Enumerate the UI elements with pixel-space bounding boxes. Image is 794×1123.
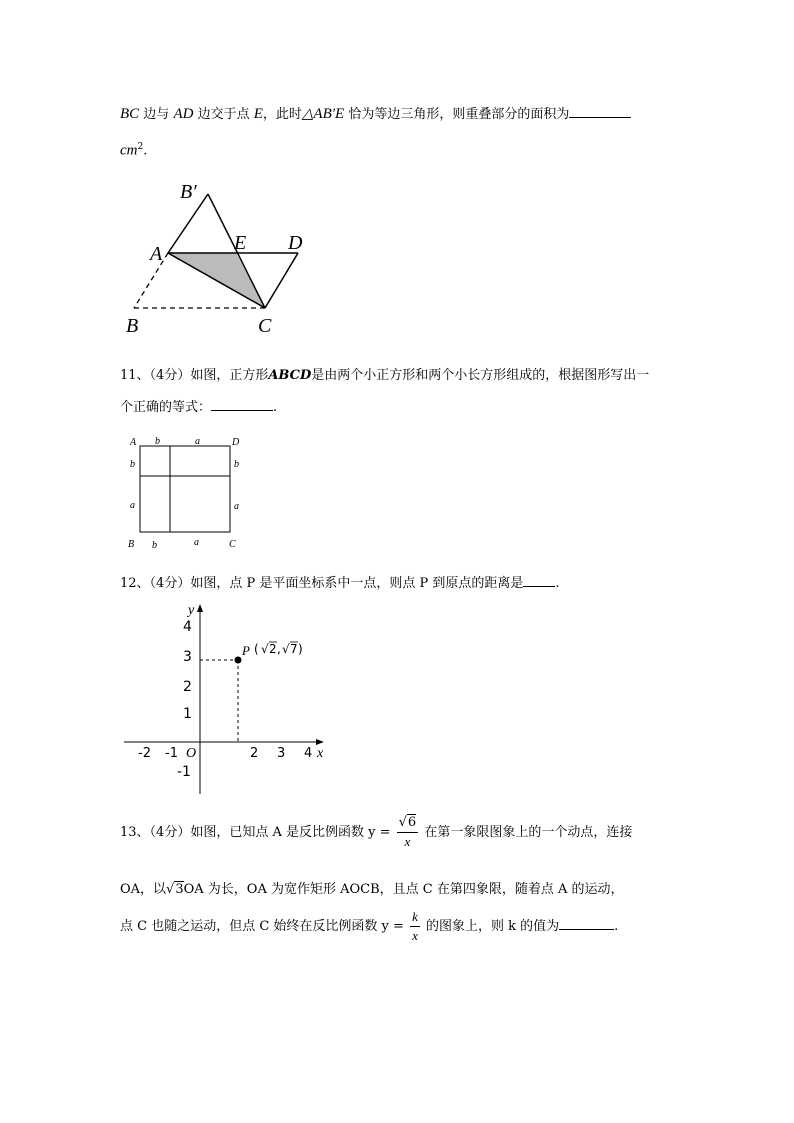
q12-answer-blank[interactable] — [523, 586, 555, 587]
q13-text-line1 — [120, 814, 632, 851]
q11-right-b: b — [234, 459, 239, 470]
q10-label-b: B — [126, 315, 139, 337]
q10-triangle: △AB′E — [301, 106, 345, 122]
q10-label-d: D — [288, 232, 303, 254]
q11-prefix: 11、（4分）如图，正方形 — [120, 368, 269, 383]
q10-label-c: C — [258, 315, 272, 337]
q13-line2-b: OA 为长，OA 为宽作矩形 AOCB，且点 C 在第四象限，随着点 A 的运动， — [183, 882, 624, 897]
q11-right-a: a — [234, 501, 239, 512]
q13-frac1-num: 6 — [407, 815, 417, 830]
q11-figure — [124, 432, 254, 554]
q13-line3-end: . — [614, 919, 619, 934]
q11-label-a-vertex: A — [130, 437, 137, 448]
q12-y-tick-neg1: -1 — [177, 764, 191, 780]
q10-segment-ad: AD — [173, 106, 194, 122]
q12-text-end: . — [555, 576, 560, 591]
q13-line1-rest: 在第一象限图象上的一个动点，连接 — [424, 825, 633, 840]
q10-label-a: A — [150, 243, 163, 265]
q13-sqrt3-icon: √ — [166, 882, 175, 897]
q12-y-tick-4: 4 — [183, 619, 192, 635]
q10-unit-exponent: 2 — [137, 142, 144, 152]
q12-coord-open: ( — [254, 642, 259, 656]
q11-text-line1 — [120, 364, 649, 383]
q12-point-label: P — [242, 643, 250, 658]
q12-sqrt-symbol-b: √ — [282, 642, 290, 656]
q13-fraction-k-over-x — [410, 908, 420, 945]
q12-y-tick-3: 3 — [183, 649, 192, 665]
q12-question: 12、（4分）如图，点 P 是平面坐标系中一点，则点 P 到原点的距离是 — [120, 576, 524, 591]
q13-frac1-den: x — [404, 834, 411, 849]
q11-line2: 个正确的等式： — [120, 400, 212, 415]
q10-answer-blank[interactable] — [569, 117, 631, 118]
q11-label-d-vertex: D — [232, 437, 240, 448]
q12-sqrt-symbol-a: √ — [261, 642, 269, 656]
q12-y-arrow-icon — [197, 604, 203, 612]
q12-y-tick-1: 1 — [183, 706, 192, 722]
q12-x-tick-neg1: -1 — [165, 746, 178, 761]
q10-text-part: 恰为等边三角形，则重叠部分的面积为 — [344, 107, 570, 122]
q13-prefix: 13、（4分）如图，已知点 A 是反比例函数 y = — [120, 825, 391, 840]
q12-coord-close: ) — [298, 642, 303, 656]
q11-answer-blank[interactable] — [211, 410, 273, 411]
q12-x-tick-2: 2 — [250, 746, 259, 761]
q11-square-abcd — [140, 446, 230, 532]
q13-text-line2 — [120, 878, 624, 897]
q11-top-b: b — [155, 436, 160, 447]
q13-answer-blank[interactable] — [559, 929, 614, 930]
q12-coord-a: 2 — [269, 642, 277, 656]
q11-label-c-vertex: C — [229, 539, 236, 550]
q10-unit-end: . — [143, 143, 148, 159]
q13-frac2-num: k — [410, 908, 420, 927]
q13-line2-a: OA，以 — [120, 882, 167, 897]
q12-point-p — [235, 657, 242, 664]
q10-figure — [120, 176, 310, 341]
q13-text-line3 — [120, 908, 618, 945]
q11-bottom-a: a — [194, 537, 199, 548]
q11-text-line2 — [120, 396, 277, 415]
q11-line2-end: . — [273, 400, 278, 415]
q11-rest: 是由两个小正方形和两个小长方形组成的，根据图形写出一 — [311, 368, 650, 383]
q12-coord-comma: , — [277, 642, 281, 656]
q11-left-a: a — [130, 500, 135, 511]
q12-coordinate-plane — [120, 600, 330, 800]
q12-x-tick-neg2: -2 — [138, 746, 151, 761]
q11-top-a: a — [195, 436, 200, 447]
q11-square-name: ABCD — [268, 368, 312, 383]
q10-point-e: E — [253, 106, 263, 122]
q10-segment-bc: BC — [120, 106, 140, 122]
q13-line3-b: 的图象上，则 k 的值为 — [426, 919, 560, 934]
q10-unit-line — [120, 142, 147, 159]
q13-frac2-den: x — [412, 928, 418, 943]
q10-text-part: 边交于点 — [193, 107, 254, 122]
q10-label-b-prime: B′ — [180, 181, 197, 203]
q11-label-b-vertex: B — [128, 539, 135, 550]
q12-origin-label: O — [186, 746, 197, 761]
q11-left-b: b — [130, 459, 135, 470]
q13-fraction-sqrt6-over-x — [397, 814, 419, 851]
q11-bottom-b: b — [152, 540, 157, 551]
q12-x-tick-3: 3 — [277, 746, 286, 761]
q12-y-tick-2: 2 — [183, 679, 192, 695]
q10-label-e: E — [234, 232, 247, 254]
q12-x-arrow-icon — [316, 739, 324, 745]
q10-text-part: 边与 — [139, 107, 174, 122]
q10-edge-dc — [265, 253, 298, 308]
q13-sqrt-icon: √ — [398, 815, 407, 830]
q12-x-tick-4: 4 — [304, 746, 313, 761]
q10-text-line1 — [120, 103, 631, 123]
q12-x-label: x — [317, 746, 324, 761]
q12-y-label: y — [188, 603, 195, 618]
q13-sqrt3: 3 — [175, 882, 184, 897]
q13-line3-a: 点 C 也随之运动，但点 C 始终在反比例函数 y = — [120, 919, 404, 934]
q10-text-part: ，此时 — [262, 107, 302, 122]
q12-coord-b: 7 — [290, 642, 298, 656]
q10-unit: cm — [120, 142, 138, 159]
q12-text — [120, 572, 559, 591]
